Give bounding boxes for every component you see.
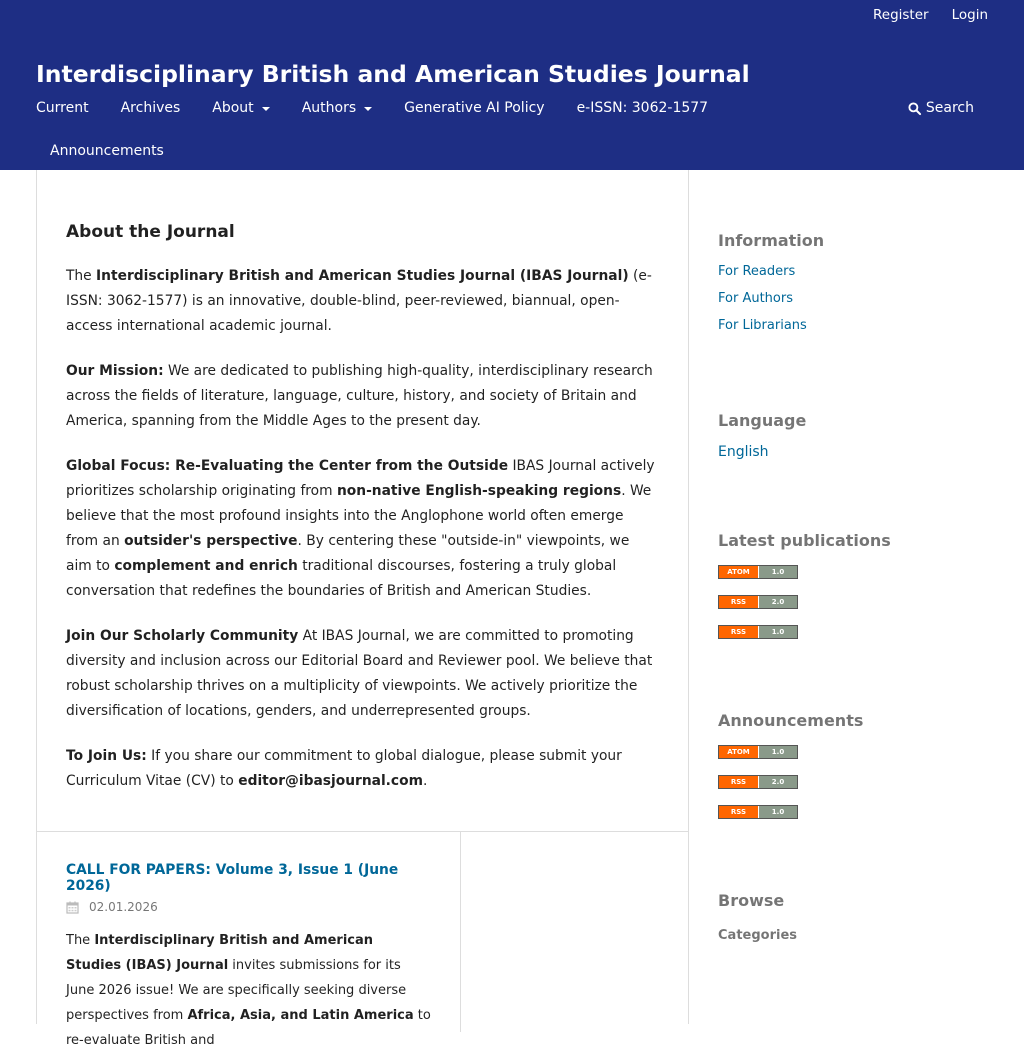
site-header [0,0,1024,170]
announcements-row [37,831,688,1048]
announcement-date [66,900,431,914]
caret-down-icon [262,107,270,111]
nav-authors-dropdown[interactable] [302,100,372,116]
nav-archives[interactable] [121,100,181,116]
register-link[interactable]: Register [872,7,929,23]
user-nav [850,7,988,23]
search-label: Search [925,100,974,116]
latest-publications-heading: Latest publications [718,531,891,550]
for-authors-link[interactable]: For Authors [718,291,793,306]
for-librarians-link[interactable]: For Librarians [718,318,807,333]
sidebar-block-browse [718,891,797,943]
sidebar-block-announcements [718,711,863,835]
about-paragraph-intro: The Interdisciplinary British and American Studies Journal (IBAS Journal) (e-ISSN: 3062-1577) is an innovative, double-blind, peer-reviewed, biannual, open-access international academic journal. [66,268,652,334]
sidebar-block-latest-publications [718,531,891,655]
nav-ai-policy[interactable] [404,100,544,116]
about-section [37,170,688,794]
sidebar-block-information [718,231,824,333]
nav-ai-policy-label: Generative AI Policy [404,100,545,116]
nav-issn-label: e-ISSN: 3062-1577 [576,100,709,116]
announcement-date-text: 02.01.2026 [89,900,158,914]
about-title: About the Journal [66,222,235,242]
primary-nav [36,100,740,116]
search-link[interactable] [908,100,974,116]
atom-feed-badge[interactable]: ATOM 1.0 [718,565,798,579]
sidebar-block-language [718,411,806,460]
browse-categories-link[interactable]: Categories [718,928,798,943]
calendar-icon [66,901,79,914]
main-content [36,170,689,1048]
nav-current-label: Current [36,100,89,116]
for-readers-link[interactable]: For Readers [718,264,796,279]
rss1-feed-badge[interactable]: RSS 1.0 [718,625,798,639]
nav-authors-label: Authors [301,100,357,116]
announcement-title-link[interactable]: CALL FOR PAPERS: Volume 3, Issue 1 (June 2026) [66,862,399,894]
rss2-feed-badge[interactable]: RSS 2.0 [718,775,798,789]
search-icon [908,102,921,115]
caret-down-icon [364,107,372,111]
nav-issn[interactable] [577,100,709,116]
nav-row-2 [50,140,164,159]
about-paragraph-community: Join Our Scholarly Community At IBAS Journal, we are committed to promoting diversity and inclusion across our Editorial Board and Reviewer pool. We believe that robust scholarship thrives on a multiplicity of viewpoints. We actively prioritize the diversification of locations, genders, and underrepresented groups. [66,628,653,719]
language-heading: Language [718,411,807,430]
about-paragraph-join: To Join Us: If you share our commitment to global dialogue, please submit your Curriculum Vitae (CV) to editor@ibasjournal.com. [66,748,622,789]
nav-about-label: About [212,100,254,116]
nav-about-dropdown[interactable] [212,100,269,116]
login-link[interactable]: Login [951,7,988,23]
about-paragraph-focus: Global Focus: Re-Evaluating the Center from the Outside IBAS Journal actively prioritizes scholarship originating from non-native English-speaking regions. We believe that the most profound insights into the Anglophone world often emerge from an outsider's perspective. By centering these "outside-in" viewpoints, we aim to complement and enrich traditional discourses, fostering a truly global conversation that redefines the boundaries of British and American Studies. [66,458,655,599]
about-paragraph-mission: Our Mission: We are dedicated to publishing high-quality, interdisciplinary research across the fields of literature, language, culture, history, and society of Britain and America, spanning from the Middle Ages to the present day. [66,363,653,429]
information-heading: Information [718,231,825,250]
nav-archives-label: Archives [120,100,181,116]
announcement-item [37,832,461,1048]
language-english-link[interactable]: English [718,444,769,460]
rss2-feed-badge[interactable]: RSS 2.0 [718,595,798,609]
site-title[interactable]: Interdisciplinary British and American Studies Journal [36,60,750,88]
nav-current[interactable] [36,100,89,116]
nav-announcements[interactable]: Announcements [50,143,164,159]
announcements-heading: Announcements [718,711,864,730]
announcement-summary: The Interdisciplinary British and American Studies (IBAS) Journal invites submissions for its June 2026 issue! We are specifically seeking diverse perspectives from Africa, Asia, and Latin America to re-evaluate British and [66,933,431,1048]
rss1-feed-badge[interactable]: RSS 1.0 [718,805,798,819]
atom-feed-badge[interactable]: ATOM 1.0 [718,745,798,759]
editor-email: editor@ibasjournal.com [238,773,423,789]
browse-heading: Browse [718,891,785,910]
